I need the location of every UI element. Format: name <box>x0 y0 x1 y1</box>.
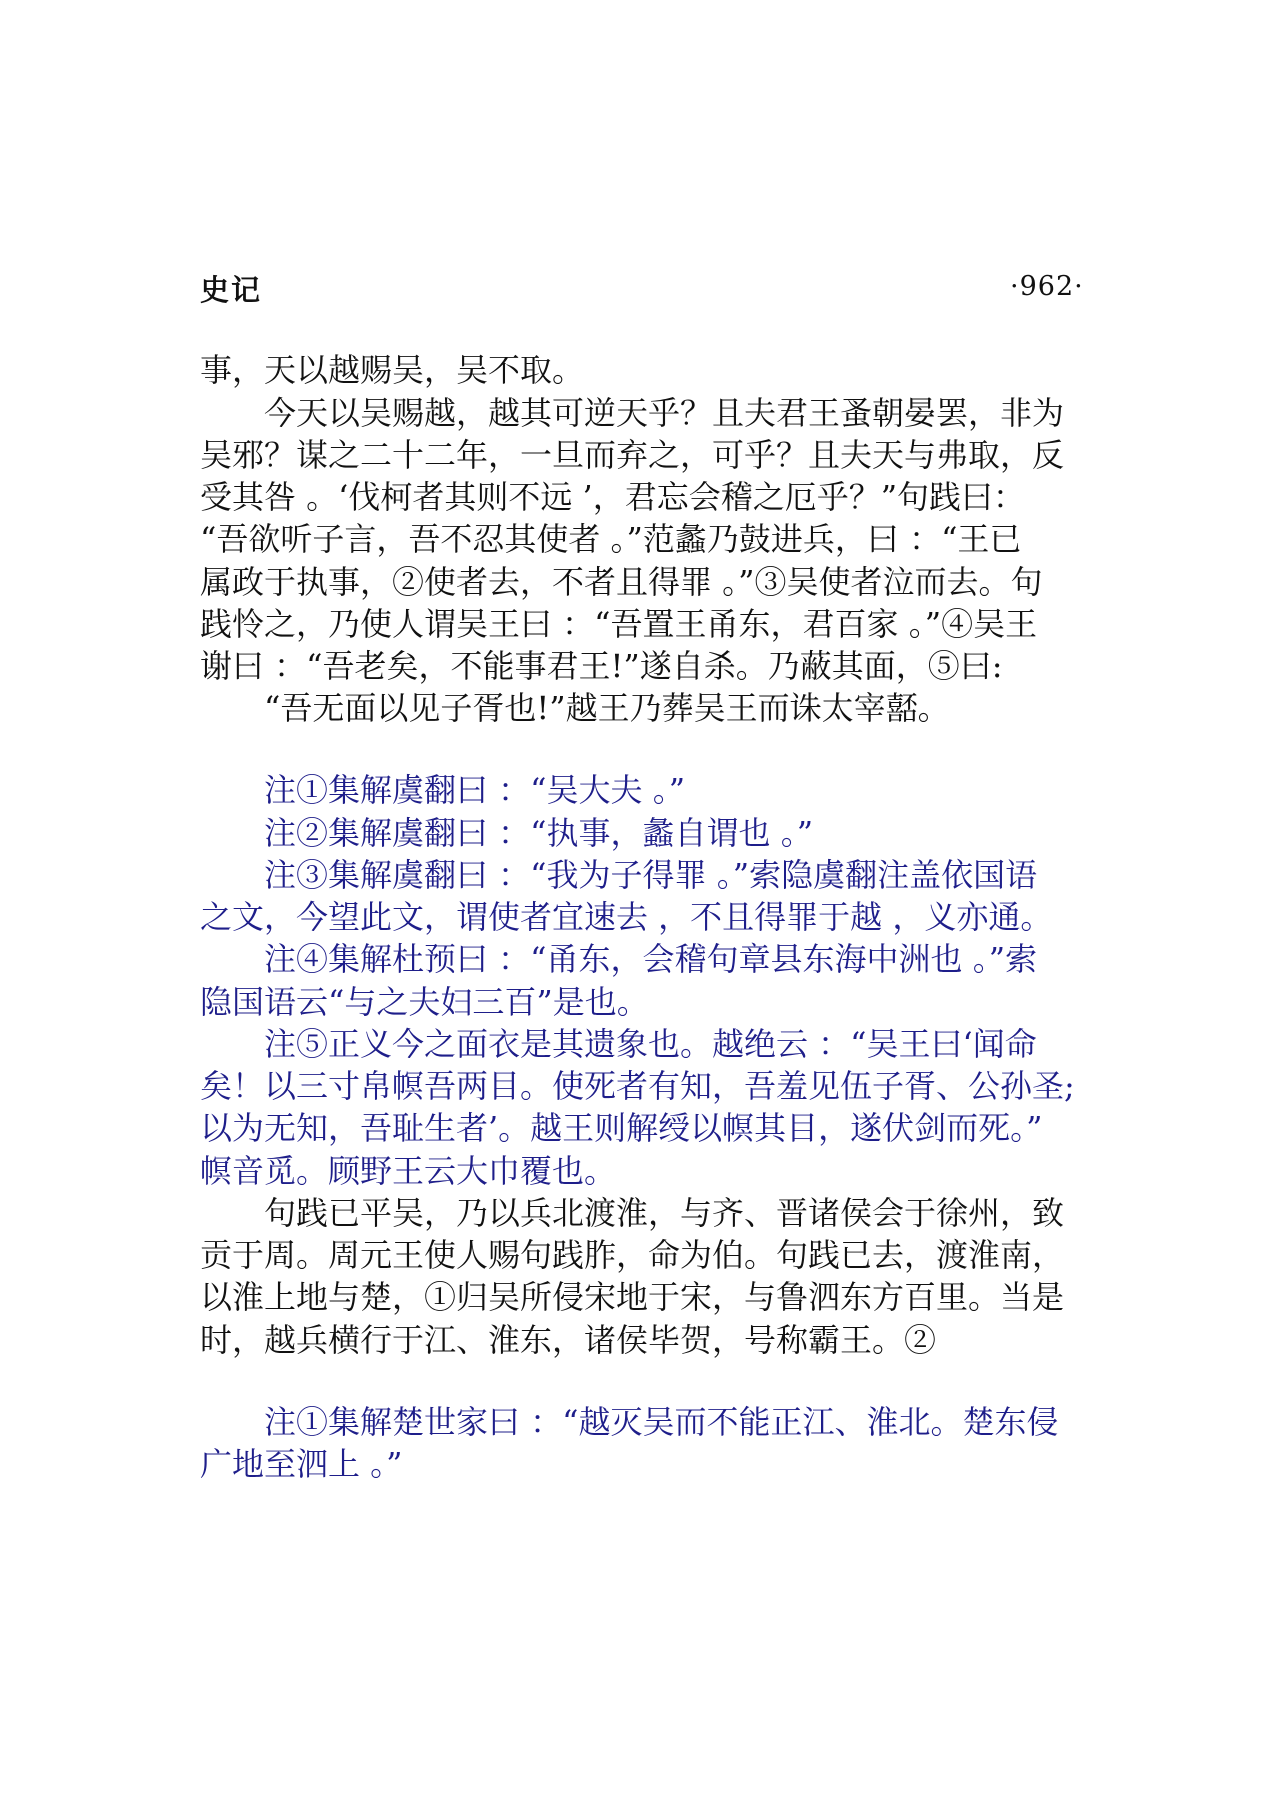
note-line: 注②集解虞翻曰 ：“执事，蠡自谓也 。” <box>264 814 814 852</box>
text-line: 受其咎 。‘伐柯者其则不远 ’，君忘会稽之厄乎？”句践曰： <box>200 478 1026 516</box>
text-line: 事，天以越赐吴，吴不取。 <box>200 351 585 389</box>
note-line: 之文，今望此文，谓使者宜速去 ，不且得罪于越 ，义亦通。 <box>200 898 1053 936</box>
text-line: 谢曰 ：“吾老矣，不能事君王!”遂自杀。乃蔽其面，⑤曰: <box>200 647 1003 685</box>
text-line: 贡于周。周元王使人赐句践胙，命为伯。句践已去，渡淮南， <box>200 1236 1065 1274</box>
note-line: 广地至泗上 。” <box>200 1445 403 1483</box>
note-line: 注⑤正义今之面衣是其遗象也。越绝云 ：“吴王曰‘闻命 <box>264 1025 1037 1063</box>
text-line: 吴邪？谋之二十二年，一旦而弃之，可乎？且夫天与弗取，反 <box>200 436 1065 474</box>
note-line: 幎音觅。顾野王云大巾覆也。 <box>200 1152 617 1190</box>
note-line: 注③集解虞翻曰 ：“我为子得罪 。”索隐虞翻注盖依国语 <box>264 856 1038 894</box>
running-head-title: 史记 <box>200 273 263 307</box>
text-line: 句践已平吴，乃以兵北渡淮，与齐、晋诸侯会于徐州，致 <box>264 1194 1065 1232</box>
note-line: 注④集解杜预曰 ：“甬东，会稽句章县东海中洲也 。”索 <box>264 940 1038 978</box>
note-line: 注①集解虞翻曰 ：“吴大夫 。” <box>264 771 686 809</box>
page-number: ·962· <box>1010 271 1084 302</box>
text-line: 属政于执事，②使者去，不者且得罪 。”③吴使者泣而去。句 <box>200 563 1043 601</box>
text-line: 践怜之，乃使人谓吴王曰 ：“吾置王甬东，君百家 。”④吴王 <box>200 605 1038 643</box>
note-line: 注①集解楚世家曰 ：“越灭吴而不能正江、淮北。楚东侵 <box>264 1403 1059 1441</box>
note-line: 以为无知，吾耻生者’。越王则解绶以幎其目，遂伏剑而死。” <box>200 1109 1043 1147</box>
text-line: 以淮上地与楚，①归吴所侵宋地于宋，与鲁泗东方百里。当是 <box>200 1278 1065 1316</box>
text-line: “吾无面以见子胥也!”越王乃葬吴王而诛太宰嚭。 <box>264 689 950 727</box>
text-line: 时，越兵横行于江、淮东，诸侯毕贺，号称霸王。② <box>200 1321 937 1359</box>
text-line: 今天以吴赐越，越其可逆天乎？且夫君王蚤朝晏罢，非为 <box>264 394 1065 432</box>
note-line: 隐国语云“与之夫妇三百”是也。 <box>200 983 649 1021</box>
note-line: 矣！以三寸帛幎吾两目。使死者有知，吾羞见伍子胥、公孙圣; <box>200 1067 1075 1105</box>
text-line: “吾欲听子言，吾不忍其使者 。”范蠡乃鼓进兵，曰 ：“王已 <box>200 520 1022 558</box>
